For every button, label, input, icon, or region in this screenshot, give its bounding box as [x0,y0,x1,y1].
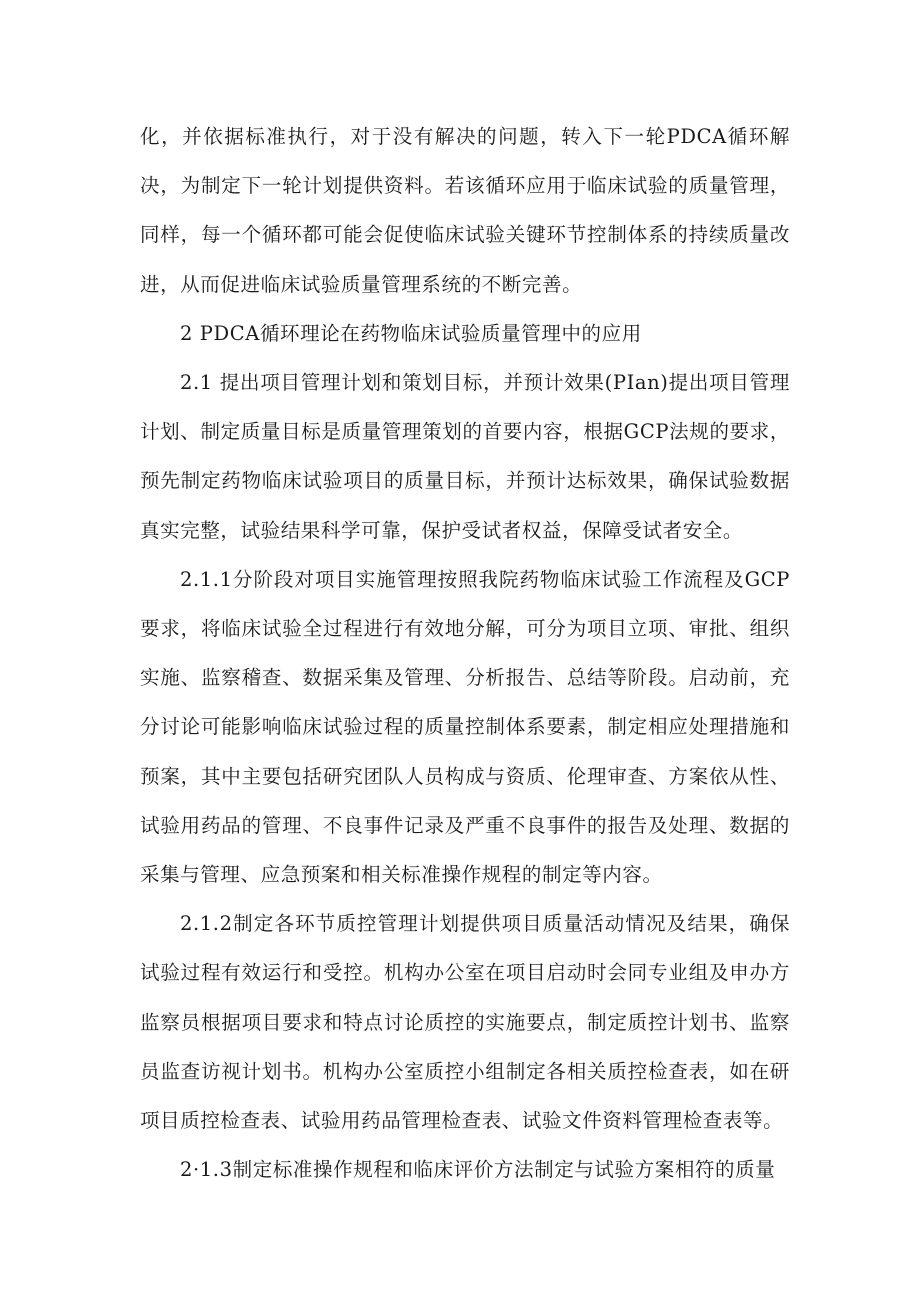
paragraph-2-1-1: 2.1.1分阶段对项目实施管理按照我院药物临床试验工作流程及GCP要求，将临床试验全过程进行有效地分解，可分为项目立项、审批、组织实施、监察稽查、数据采集及管理、分析报告、总结等阶段。启动前，充分讨论可能影响临床试验过程的质量控制体系要素，制定相应处理措施和预案，其中主要包括研究团队人员构成与资质、伦理审查、方案依从性、试验用药品的管理、不良事件记录及严重不良事件的报告及处理、数据的采集与管理、应急预案和相关标准操作规程的制定等内容。 [140,567,790,887]
paragraph-continuation: 化，并依据标准执行，对于没有解决的问题，转入下一轮PDCA循环解决，为制定下一轮计划提供资料。若该循环应用于临床试验的质量管理，同样，每一个循环都可能会促使临床试验关键环节控制体系的持续质量改进，从而促进临床试验质量管理系统的不断完善。 [140,125,790,296]
paragraph-2-1-3: 2·1.3制定标准操作规程和临床评价方法制定与试验方案相符的质量 [180,1158,776,1182]
paragraph-2-1-2: 2.1.2制定各环节质控管理计划提供项目质量活动情况及结果，确保试验过程有效运行和受控。机构办公室在项目启动时会同专业组及申办方监察员根据项目要求和特点讨论质控的实施要点，制定质控计划书、监察员监查访视计划书。机构办公室质控小组制定各相关质控检查表，如在研项目质控检查表、试验用药品管理检查表、试验文件资料管理检查表等。 [140,912,790,1133]
paragraph-2-1: 2.1 提出项目管理计划和策划目标，并预计效果(PIan)提出项目管理计划、制定质量目标是质量管理策划的首要内容，根据GCP法规的要求，预先制定药物临床试验项目的质量目标，并预计达标效果，确保试验数据真实完整，试验结果科学可靠，保护受试者权益，保障受试者安全。 [140,371,790,542]
document-body [140,112,790,1194]
section-heading-2: 2 PDCA循环理论在药物临床试验质量管理中的应用 [180,321,642,345]
